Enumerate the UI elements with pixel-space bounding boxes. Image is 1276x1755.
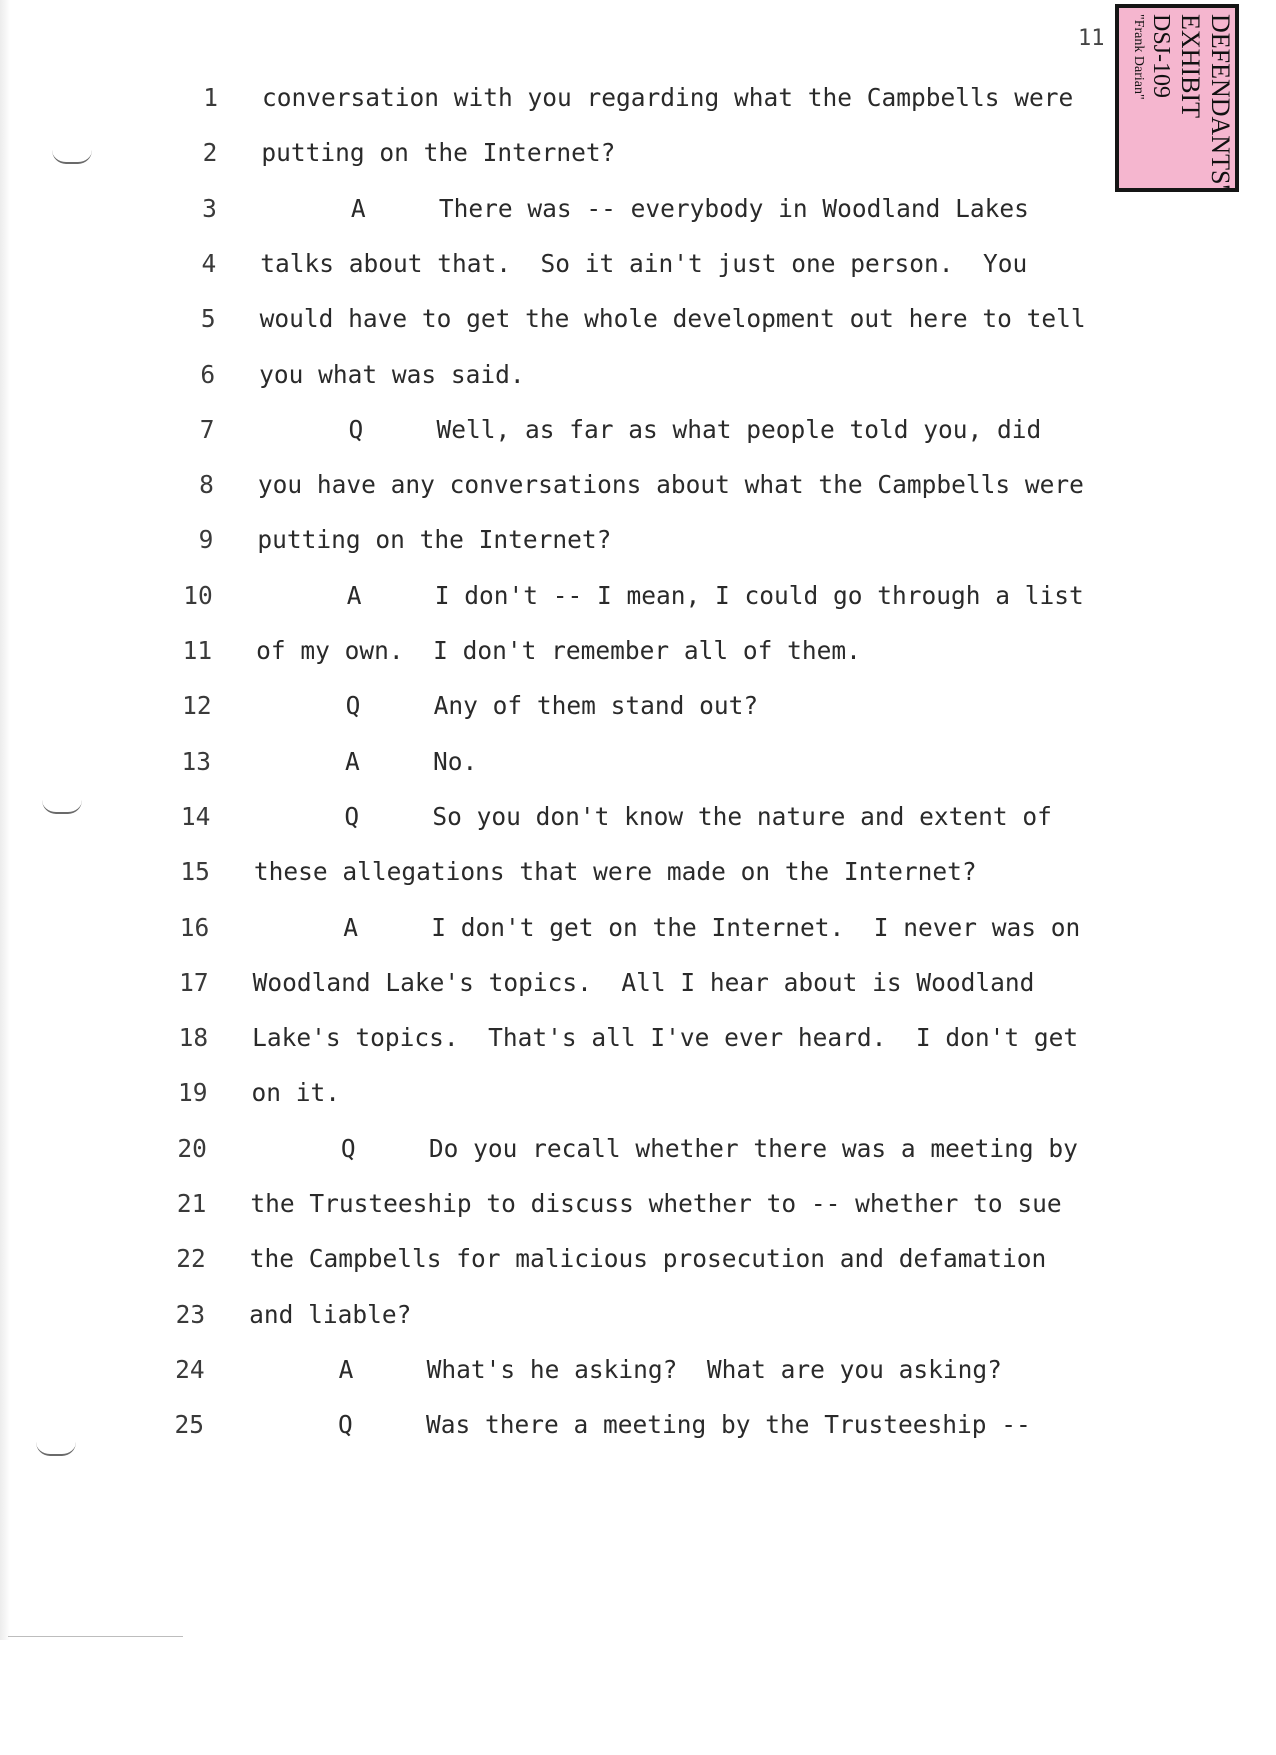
speaker-label: A bbox=[346, 580, 362, 610]
line-number: 11 bbox=[182, 636, 213, 665]
speaker-label: Q bbox=[340, 1133, 356, 1163]
line-text: the Campbells for malicious prosecution and defamation bbox=[249, 1244, 1047, 1274]
stamp-line-2: EXHIBIT bbox=[1176, 14, 1205, 118]
line-text: conversation with you regarding what the Campbells were bbox=[262, 83, 1074, 112]
transcript-line bbox=[0, 520, 1276, 560]
line-number: 9 bbox=[198, 525, 214, 555]
line-number: 10 bbox=[183, 580, 213, 610]
line-number: 22 bbox=[176, 1244, 206, 1274]
line-number: 21 bbox=[176, 1189, 207, 1218]
line-text: these allegations that were made on the Internet? bbox=[253, 857, 977, 887]
transcript-line bbox=[0, 244, 1276, 284]
line-text: Well, as far as what people told you, did bbox=[436, 414, 1042, 444]
line-text: putting on the Internet? bbox=[261, 138, 616, 168]
line-text: and liable? bbox=[249, 1299, 412, 1329]
line-number: 4 bbox=[201, 248, 217, 278]
transcript-line bbox=[0, 78, 1276, 118]
line-text: Any of them stand out? bbox=[433, 691, 759, 721]
speaker-label: Q bbox=[345, 691, 361, 721]
transcript-line bbox=[0, 1018, 1276, 1058]
transcript-line bbox=[0, 410, 1276, 450]
transcript-line bbox=[0, 189, 1276, 229]
stamp-line-1: DEFENDANTS' bbox=[1206, 14, 1235, 190]
speaker-label: A bbox=[343, 912, 359, 942]
stamp-line-4: "Frank Darian" bbox=[1131, 14, 1146, 100]
speaker-label: A bbox=[345, 746, 360, 776]
line-number: 16 bbox=[179, 912, 210, 942]
line-text: the Trusteeship to discuss whether to -- whether to sue bbox=[250, 1189, 1062, 1218]
speaker-label: Q bbox=[344, 801, 360, 831]
line-text: would have to get the whole development out here to tell bbox=[259, 304, 1086, 334]
line-text: putting on the Internet? bbox=[257, 525, 612, 555]
line-text: There was -- everybody in Woodland Lakes bbox=[438, 193, 1029, 223]
transcript-line bbox=[0, 133, 1276, 173]
transcript-line bbox=[0, 1239, 1276, 1279]
transcript-line bbox=[0, 797, 1276, 837]
line-text: you what was said. bbox=[259, 359, 525, 389]
transcript-line bbox=[0, 1350, 1276, 1390]
transcript-line bbox=[0, 355, 1276, 395]
speaker-label: Q bbox=[348, 414, 364, 444]
line-number: 5 bbox=[200, 304, 216, 334]
line-number: 7 bbox=[199, 414, 215, 444]
line-text: Lake's topics. That's all I've ever heard. I don't get bbox=[252, 1023, 1079, 1053]
line-number: 20 bbox=[177, 1133, 207, 1163]
page-bottom-rule bbox=[8, 1636, 183, 1637]
line-number: 14 bbox=[180, 801, 211, 831]
line-number: 15 bbox=[180, 857, 210, 887]
transcript-line bbox=[0, 1129, 1276, 1169]
line-text: talks about that. So it ain't just one person. You bbox=[260, 248, 1028, 278]
line-text: No. bbox=[433, 746, 478, 776]
line-text: Woodland Lake's topics. All I hear about is Woodland bbox=[252, 967, 1035, 997]
line-text: Do you recall whether there was a meeting by bbox=[428, 1133, 1078, 1163]
speaker-label: A bbox=[350, 193, 366, 223]
line-number: 17 bbox=[179, 967, 209, 997]
transcript-line bbox=[0, 908, 1276, 948]
line-number: 25 bbox=[174, 1410, 204, 1440]
transcript-line bbox=[0, 631, 1276, 671]
transcript-line bbox=[0, 742, 1276, 782]
transcript-line bbox=[0, 686, 1276, 726]
line-number: 3 bbox=[202, 193, 217, 223]
line-text: of my own. I don't remember all of them. bbox=[256, 636, 861, 665]
stamp-line-3: DSJ-109 bbox=[1148, 14, 1174, 99]
transcript-line bbox=[0, 1295, 1276, 1335]
line-text: I don't get on the Internet. I never was on bbox=[431, 912, 1081, 942]
transcript-line bbox=[0, 1405, 1276, 1445]
speaker-label: Q bbox=[338, 1410, 353, 1440]
line-number: 2 bbox=[202, 138, 218, 168]
transcript-line bbox=[0, 1184, 1276, 1224]
page-number: 11 bbox=[1078, 26, 1105, 51]
line-number: 12 bbox=[182, 691, 212, 721]
transcript-line bbox=[0, 1073, 1276, 1113]
line-text: What's he asking? What are you asking? bbox=[426, 1354, 1002, 1384]
transcript-line bbox=[0, 299, 1276, 339]
line-number: 18 bbox=[178, 1023, 209, 1053]
line-number: 24 bbox=[175, 1354, 205, 1384]
line-text: you have any conversations about what the Campbells were bbox=[257, 470, 1084, 500]
transcript-line bbox=[0, 852, 1276, 892]
line-number: 19 bbox=[177, 1078, 208, 1108]
line-text: I don't -- I mean, I could go through a list bbox=[434, 580, 1084, 610]
line-text: on it. bbox=[251, 1078, 341, 1108]
transcript-line bbox=[0, 576, 1276, 616]
line-text: So you don't know the nature and extent of bbox=[432, 801, 1052, 831]
line-number: 23 bbox=[175, 1299, 206, 1329]
line-number: 13 bbox=[181, 746, 211, 776]
line-text: Was there a meeting by the Trusteeship -- bbox=[426, 1410, 1031, 1440]
line-number: 6 bbox=[200, 359, 216, 389]
transcript-line bbox=[0, 963, 1276, 1003]
transcript-line bbox=[0, 465, 1276, 505]
line-number: 8 bbox=[199, 470, 214, 500]
line-number: 1 bbox=[203, 83, 218, 112]
speaker-label: A bbox=[338, 1354, 354, 1384]
